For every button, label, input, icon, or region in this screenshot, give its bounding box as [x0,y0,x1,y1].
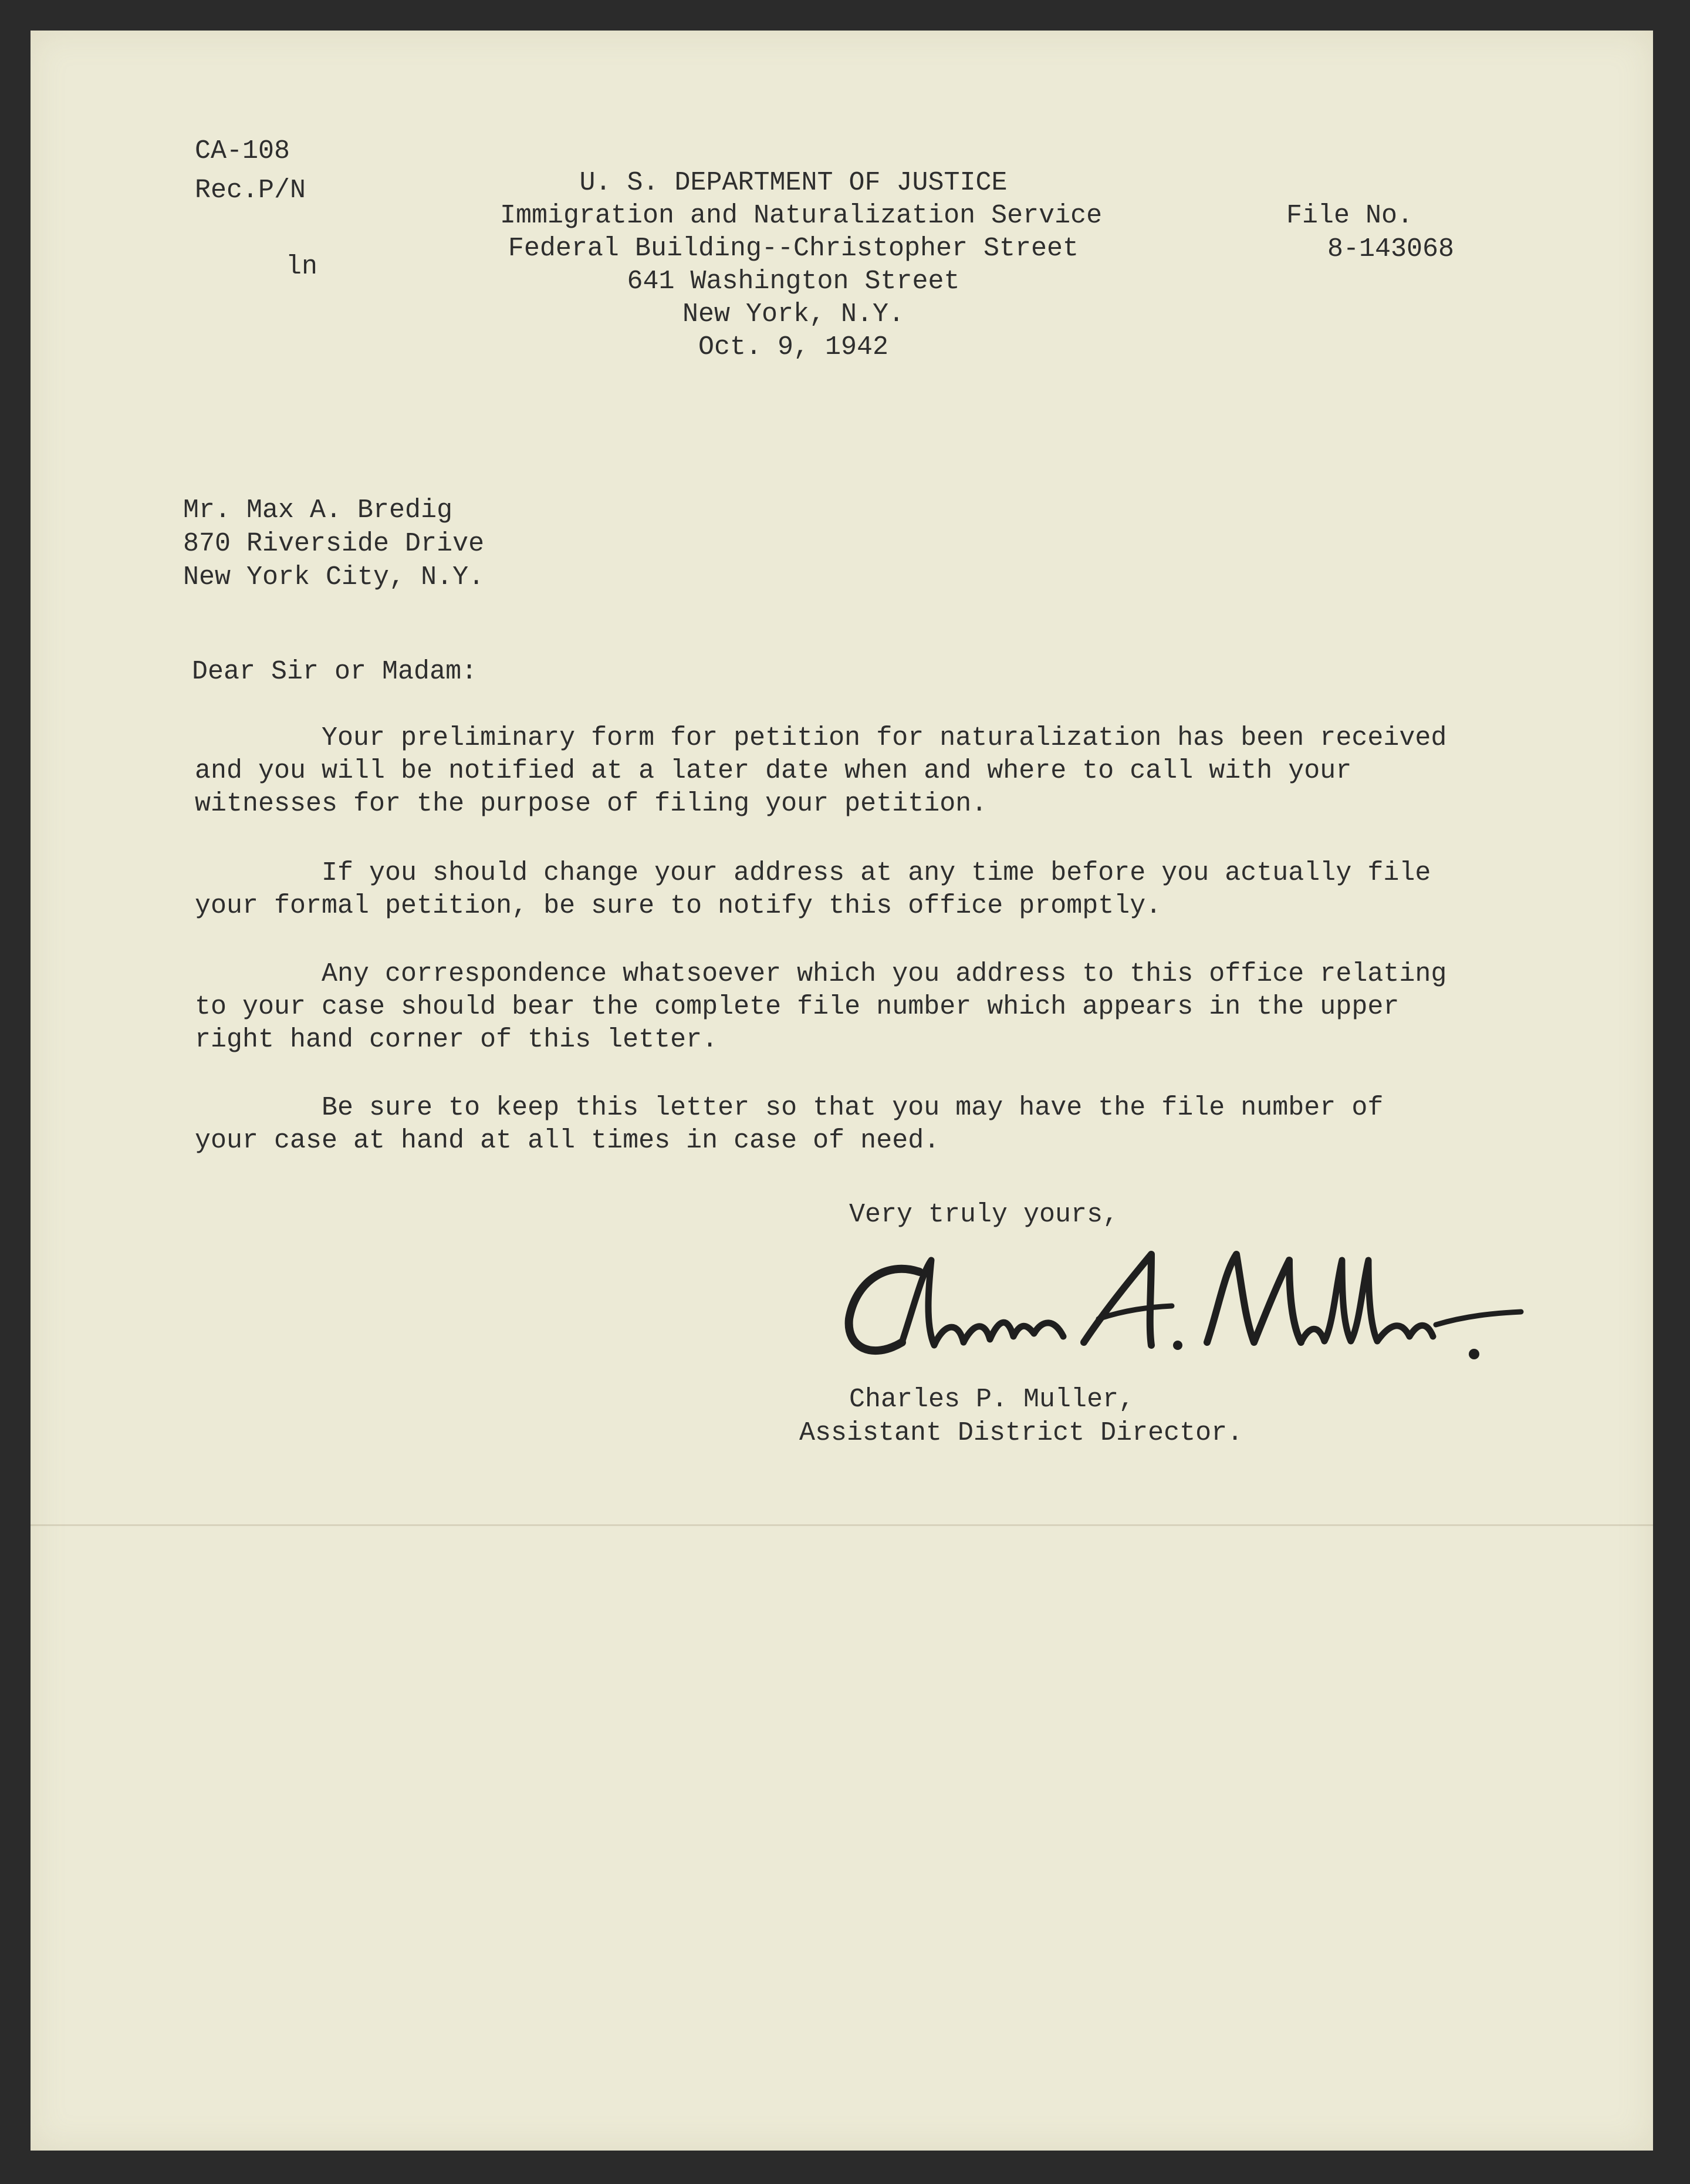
paragraph-line: Your preliminary form for petition for naturalization has been received [195,723,1447,753]
signer-name: Charles P. Muller, [849,1385,1135,1415]
department-heading: U. S. DEPARTMENT OF JUSTICE [579,168,1008,198]
form-code: CA-108 [195,136,290,166]
record-code: Rec.P/N [195,175,306,205]
paragraph-line: and you will be notified at a later date when and where to call with your [195,756,1352,786]
recipient-street: 870 Riverside Drive [183,529,485,559]
building-address: Federal Building--Christopher Street [508,234,1079,264]
handwritten-signature [832,1237,1527,1372]
city-line: New York, N.Y. [682,299,905,329]
file-number: 8-143068 [1327,234,1455,264]
paragraph-line: Any correspondence whatsoever which you address to this office relating [195,959,1447,989]
paragraph-line: Be sure to keep this letter so that you may have the file number of [195,1093,1384,1123]
recipient-city: New York City, N.Y. [183,562,485,592]
paragraph-line: to your case should bear the complete file number which appears in the upper [195,992,1400,1022]
street-address: 641 Washington Street [627,266,960,296]
paragraph-line: your case at hand at all times in case of need. [195,1126,940,1156]
paragraph-line: right hand corner of this letter. [195,1025,718,1055]
closing: Very truly yours, [849,1200,1119,1230]
letter-page [31,31,1653,2151]
paragraph-line: your formal petition, be sure to notify this office promptly. [195,891,1162,921]
paragraph-line: If you should change your address at any time before you actually file [195,858,1431,888]
recipient-name: Mr. Max A. Bredig [183,495,453,525]
typist-initials: ln [286,252,318,282]
file-label: File No. [1286,201,1414,231]
signer-title: Assistant District Director. [799,1418,1243,1448]
fold-line [31,1524,1653,1526]
service-name: Immigration and Naturalization Service [500,201,1103,231]
salutation: Dear Sir or Madam: [192,657,478,687]
letter-date: Oct. 9, 1942 [698,332,889,362]
paragraph-line: witnesses for the purpose of filing your petition. [195,789,988,819]
